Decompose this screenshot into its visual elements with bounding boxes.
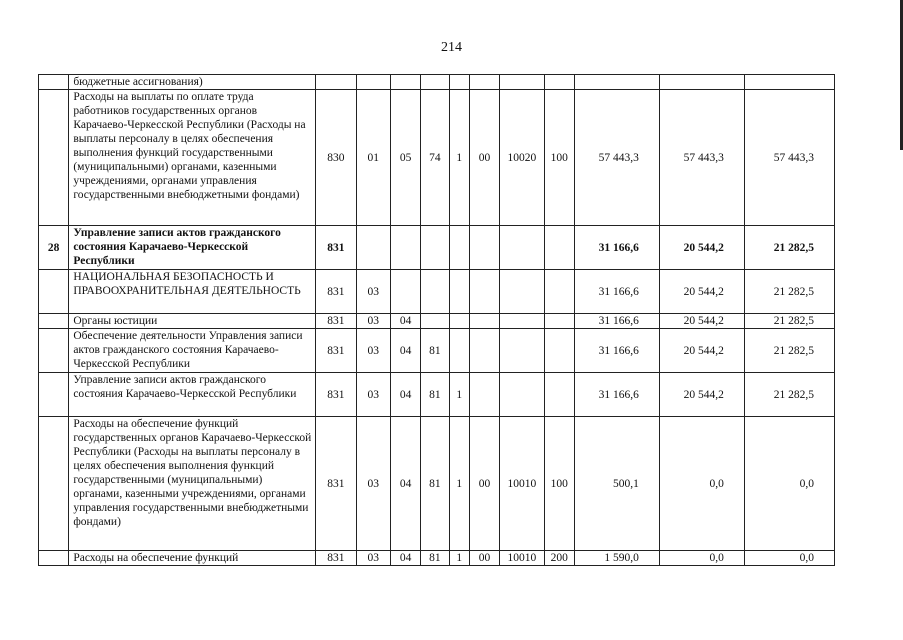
table-row [39, 90, 835, 226]
section-code-cell: 01 [356, 90, 390, 226]
table-row [39, 270, 835, 314]
dept-code-cell: 831 [316, 551, 356, 566]
row-name-cell: бюджетные ассигнования) [69, 75, 316, 90]
amount-year3-cell: 0,0 [744, 417, 834, 551]
event-code-cell [469, 270, 499, 314]
row-name-cell: Расходы на обеспечение функций [69, 551, 316, 566]
section-code-cell [356, 75, 390, 90]
program-code-cell: 81 [421, 329, 449, 373]
subprogram-code-cell: 1 [449, 373, 469, 417]
subsection-code-cell: 04 [390, 551, 420, 566]
amount-year2-cell: 0,0 [659, 417, 744, 551]
amount-year2-cell: 20 544,2 [659, 226, 744, 270]
amount-year2-cell: 57 443,3 [659, 90, 744, 226]
section-code-cell: 03 [356, 270, 390, 314]
program-code-cell: 81 [421, 417, 449, 551]
expense-type-cell: 100 [544, 417, 574, 551]
dept-code-cell: 831 [316, 329, 356, 373]
direction-code-cell [500, 75, 545, 90]
dept-code-cell [316, 75, 356, 90]
expense-type-cell: 100 [544, 90, 574, 226]
amount-year1-cell: 57 443,3 [574, 90, 659, 226]
amount-year2-cell: 20 544,2 [659, 270, 744, 314]
table-row [39, 417, 835, 551]
direction-code-cell [500, 226, 545, 270]
row-name-cell: Расходы на обеспечение функций государственных органов Карачаево-Черкесской Республики (Расходы на выплаты персоналу в целях обеспечения выполнения функций государственными (муниципальными) органами, казенными учреждениями, органами управления государственными внебюджетными фондами) [69, 417, 316, 551]
amount-year3-cell: 21 282,5 [744, 314, 834, 329]
direction-code-cell [500, 373, 545, 417]
program-code-cell [421, 75, 449, 90]
budget-table [38, 74, 835, 566]
amount-year3-cell: 21 282,5 [744, 226, 834, 270]
amount-year2-cell [659, 75, 744, 90]
subsection-code-cell: 05 [390, 90, 420, 226]
event-code-cell [469, 75, 499, 90]
dept-code-cell: 831 [316, 314, 356, 329]
expense-type-cell [544, 270, 574, 314]
subprogram-code-cell [449, 329, 469, 373]
direction-code-cell [500, 329, 545, 373]
expense-type-cell [544, 373, 574, 417]
amount-year1-cell: 31 166,6 [574, 226, 659, 270]
table-row [39, 226, 835, 270]
table-row [39, 75, 835, 90]
subprogram-code-cell: 1 [449, 90, 469, 226]
row-name-cell: Обеспечение деятельности Управления записи актов гражданского состояния Карачаево-Черкесской Республики [69, 329, 316, 373]
event-code-cell: 00 [469, 417, 499, 551]
program-code-cell [421, 314, 449, 329]
amount-year1-cell: 500,1 [574, 417, 659, 551]
amount-year3-cell [744, 75, 834, 90]
row-name-cell: Расходы на выплаты по оплате труда работников государственных органов Карачаево-Черкесской Республики (Расходы на выплаты персоналу в целях обеспечения выполнения функций государственными (муниципальными) органами, казенными учреждениями, органами управления государственными внебюджетными фондами) [69, 90, 316, 226]
section-code-cell: 03 [356, 417, 390, 551]
subprogram-code-cell: 1 [449, 551, 469, 566]
table-row [39, 329, 835, 373]
row-number-cell [39, 417, 69, 551]
subsection-code-cell: 04 [390, 417, 420, 551]
direction-code-cell: 10020 [500, 90, 545, 226]
expense-type-cell [544, 329, 574, 373]
section-code-cell [356, 226, 390, 270]
dept-code-cell: 831 [316, 270, 356, 314]
amount-year2-cell: 0,0 [659, 551, 744, 566]
expense-type-cell: 200 [544, 551, 574, 566]
row-number-cell [39, 75, 69, 90]
amount-year1-cell [574, 75, 659, 90]
section-code-cell: 03 [356, 314, 390, 329]
section-code-cell: 03 [356, 329, 390, 373]
row-name-cell: Органы юстиции [69, 314, 316, 329]
subsection-code-cell [390, 226, 420, 270]
dept-code-cell: 831 [316, 226, 356, 270]
direction-code-cell [500, 314, 545, 329]
row-name-cell: Управление записи актов гражданского состояния Карачаево-Черкесской Республики [69, 226, 316, 270]
amount-year1-cell: 31 166,6 [574, 314, 659, 329]
subprogram-code-cell: 1 [449, 417, 469, 551]
page-number: 214 [441, 40, 462, 55]
row-number-cell [39, 314, 69, 329]
amount-year3-cell: 21 282,5 [744, 270, 834, 314]
row-name-cell: НАЦИОНАЛЬНАЯ БЕЗОПАСНОСТЬ И ПРАВООХРАНИТЕЛЬНАЯ ДЕЯТЕЛЬНОСТЬ [69, 270, 316, 314]
row-number-cell [39, 270, 69, 314]
subprogram-code-cell [449, 75, 469, 90]
dept-code-cell: 831 [316, 417, 356, 551]
subsection-code-cell: 04 [390, 329, 420, 373]
subsection-code-cell [390, 270, 420, 314]
row-name-cell: Управление записи актов гражданского состояния Карачаево-Черкесской Республики [69, 373, 316, 417]
dept-code-cell: 831 [316, 373, 356, 417]
program-code-cell: 74 [421, 90, 449, 226]
expense-type-cell [544, 226, 574, 270]
amount-year2-cell: 20 544,2 [659, 314, 744, 329]
direction-code-cell [500, 270, 545, 314]
row-number-cell [39, 90, 69, 226]
row-number-cell [39, 373, 69, 417]
amount-year1-cell: 1 590,0 [574, 551, 659, 566]
row-number-cell [39, 551, 69, 566]
amount-year3-cell: 0,0 [744, 551, 834, 566]
direction-code-cell: 10010 [500, 417, 545, 551]
event-code-cell: 00 [469, 551, 499, 566]
dept-code-cell: 830 [316, 90, 356, 226]
amount-year1-cell: 31 166,6 [574, 270, 659, 314]
subsection-code-cell [390, 75, 420, 90]
event-code-cell: 00 [469, 90, 499, 226]
event-code-cell [469, 226, 499, 270]
subsection-code-cell: 04 [390, 314, 420, 329]
event-code-cell [469, 329, 499, 373]
program-code-cell [421, 226, 449, 270]
section-code-cell: 03 [356, 551, 390, 566]
table-row [39, 314, 835, 329]
table-row [39, 373, 835, 417]
event-code-cell [469, 373, 499, 417]
program-code-cell: 81 [421, 551, 449, 566]
expense-type-cell [544, 314, 574, 329]
event-code-cell [469, 314, 499, 329]
expense-type-cell [544, 75, 574, 90]
row-number-cell [39, 329, 69, 373]
program-code-cell [421, 270, 449, 314]
amount-year3-cell: 57 443,3 [744, 90, 834, 226]
amount-year1-cell: 31 166,6 [574, 329, 659, 373]
program-code-cell: 81 [421, 373, 449, 417]
subprogram-code-cell [449, 270, 469, 314]
amount-year2-cell: 20 544,2 [659, 329, 744, 373]
amount-year2-cell: 20 544,2 [659, 373, 744, 417]
subprogram-code-cell [449, 226, 469, 270]
table-row [39, 551, 835, 566]
amount-year3-cell: 21 282,5 [744, 373, 834, 417]
subprogram-code-cell [449, 314, 469, 329]
section-code-cell: 03 [356, 373, 390, 417]
table-body [39, 75, 835, 566]
subsection-code-cell: 04 [390, 373, 420, 417]
row-number-cell: 28 [39, 226, 69, 270]
direction-code-cell: 10010 [500, 551, 545, 566]
amount-year3-cell: 21 282,5 [744, 329, 834, 373]
amount-year1-cell: 31 166,6 [574, 373, 659, 417]
